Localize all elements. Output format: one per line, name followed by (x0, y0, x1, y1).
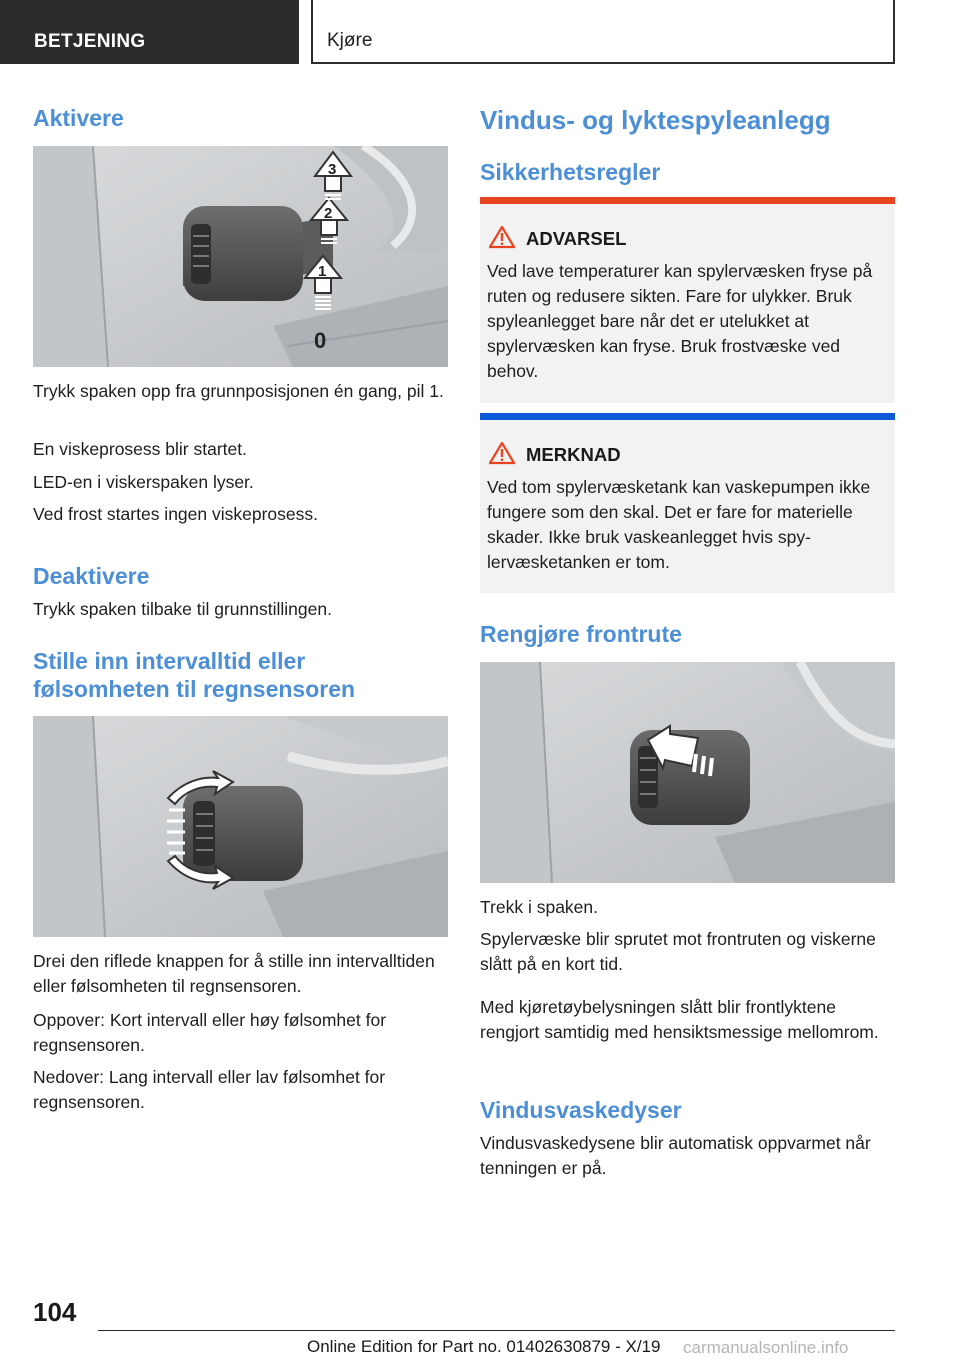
arrow-label-1: 1 (318, 263, 327, 280)
section-tab (0, 0, 299, 64)
footer-edition: Online Edition for Part no. 01402630879 - X/19 (307, 1337, 661, 1356)
heading-stille-inn-line-1: Stille inn intervalltid eller (33, 648, 306, 674)
heading-deaktivere: Deaktivere (33, 563, 150, 589)
watermark-text: carmanualsonline.info (683, 1338, 849, 1357)
heading-vindus-og-lyktespyleanlegg: Vindus- og lyktespyleanlegg (480, 105, 831, 135)
warning-box (480, 197, 895, 403)
heading-aktivere: Aktivere (33, 105, 124, 131)
text-aktivere-2: En viskeprosess blir startet. (33, 439, 247, 459)
note-triangle-icon (488, 441, 516, 465)
text-rengjore-2: Spylervæske blir sprutet mot frontruten og viskerne slått på en kort tid. (480, 929, 876, 974)
arrow-label-0: 0 (314, 328, 327, 353)
heading-stille-inn (33, 647, 448, 703)
note-title: MERKNAD (526, 444, 621, 465)
text-aktivere-4: Ved frost startes ingen viskeprosess. (33, 504, 318, 524)
heading-vindusvaskedyser: Vindusvaskedyser (480, 1097, 682, 1123)
heading-rengjore-frontrute: Rengjøre frontrute (480, 621, 682, 647)
heading-sikkerhetsregler: Sikkerhetsregler (480, 159, 661, 185)
wiper-stalk-pull-photo (480, 662, 895, 883)
heading-stille-inn-line-2: følsomheten til regnsensoren (33, 676, 356, 702)
arrow-label-2: 2 (324, 205, 333, 222)
text-rengjore-1: Trekk i spaken. (480, 897, 599, 917)
warning-title: ADVARSEL (526, 228, 627, 249)
text-aktivere-1: Trykk spaken opp fra grunnposisjonen én gang, pil 1. (33, 381, 444, 401)
footer-rule (98, 1330, 895, 1331)
chapter-title: Kjøre (327, 30, 373, 51)
note-text: Ved tom spylervæsketank kan vaskepumpen ikke fungere som den skal. Det er fare for materielle skader. Ikke bruk vaskeanlegget hvis spylervæsketanken er tom. (487, 477, 871, 572)
text-rengjore-3: Med kjøretøybelysningen slått blir frontlyktene rengjort samtidig med hensiktsmessige mellomrom. (480, 997, 879, 1042)
warning-text: Ved lave temperaturer kan spylervæsken fryse på ruten og redusere sikten. Fare for ulykker. Bruk spyleanlegget bare når det er utelukket at spylervæsken kan fryse. Bruk frostvæske ved behov. (487, 261, 873, 381)
text-deaktivere: Trykk spaken tilbake til grunnstillingen. (33, 599, 332, 619)
text-vindusvaskedyser: Vindusvaskedysene blir automatisk oppvarmet når tenningen er på. (480, 1133, 871, 1178)
text-stille-inn-3: Nedover: Lang intervall eller lav følsomhet for regnsensoren. (33, 1067, 386, 1112)
wiper-stalk-up-photo (33, 146, 448, 367)
note-box (480, 413, 895, 593)
text-aktivere-3: LED-en i viskerspaken lyser. (33, 472, 254, 492)
page-number: 104 (33, 1297, 77, 1327)
section-title: BETJENING (34, 31, 146, 52)
chapter-tab (311, 0, 895, 64)
text-stille-inn-2: Oppover: Kort intervall eller høy følsomhet for regnsensoren. (33, 1010, 387, 1055)
warning-triangle-icon (488, 225, 516, 249)
arrow-label-3: 3 (328, 161, 337, 178)
wiper-knob-rotate-photo (33, 716, 448, 937)
text-stille-inn-1: Drei den riflede knappen for å stille inn intervalltiden eller følsomheten til regnsensoren. (33, 951, 435, 996)
